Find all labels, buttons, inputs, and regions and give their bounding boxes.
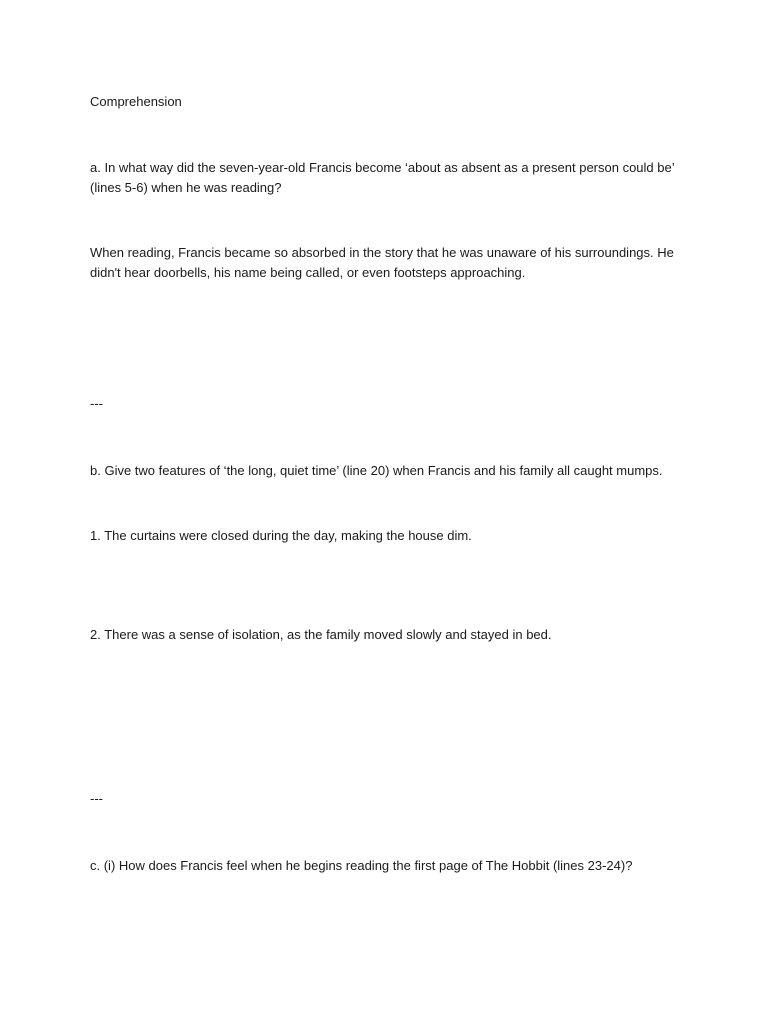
answer-a: When reading, Francis became so absorbed in the story that he was unaware of his surroundings. He didn't hear doorbells, his name being called, or even footsteps approaching.	[90, 245, 674, 280]
answer-b-2: 2. There was a sense of isolation, as the family moved slowly and stayed in bed.	[90, 627, 552, 642]
section-separator: ---	[90, 396, 103, 411]
document-heading: Comprehension	[90, 94, 182, 109]
question-c-i: c. (i) How does Francis feel when he begins reading the first page of The Hobbit (lines 23-24)?	[90, 858, 633, 873]
question-a: a. In what way did the seven-year-old Francis become ‘about as absent as a present person could be’ (lines 5-6) when he was reading?	[90, 160, 675, 195]
section-separator: ---	[90, 791, 103, 806]
answer-b-1: 1. The curtains were closed during the day, making the house dim.	[90, 528, 472, 543]
question-b: b. Give two features of ‘the long, quiet time’ (line 20) when Francis and his family all caught mumps.	[90, 463, 663, 478]
